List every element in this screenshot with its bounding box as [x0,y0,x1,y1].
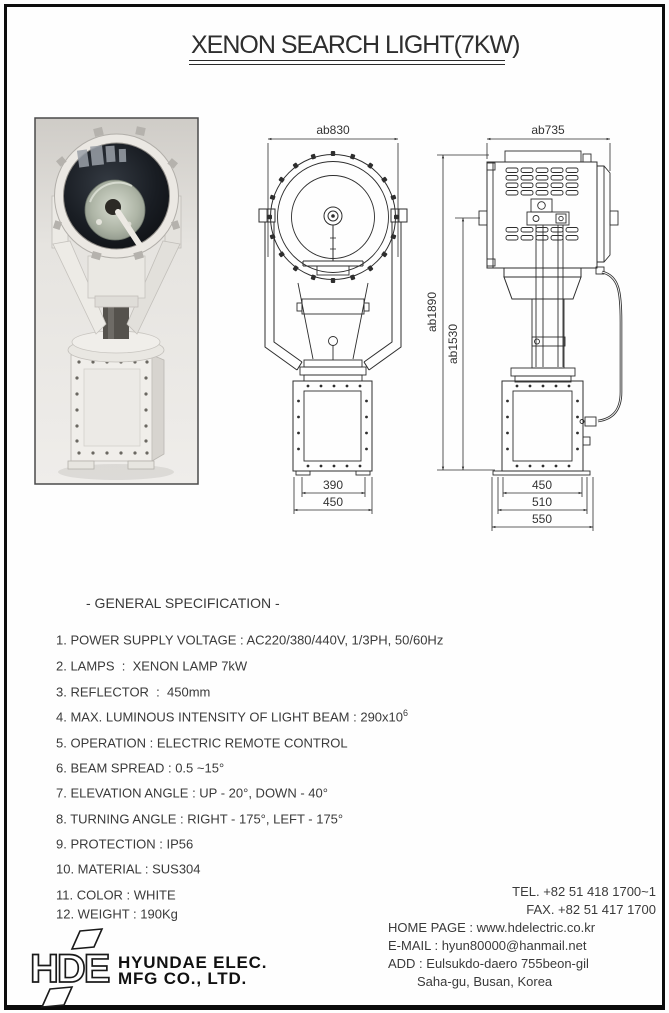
side-lamp-housing [479,151,618,367]
side-dim-heights [437,155,495,470]
side-view-drawing [425,123,621,531]
front-base [293,360,372,475]
logo-letters: HDE [30,947,109,991]
side-dim-1530-label: ab1530 [446,323,460,365]
side-dim-1890-label: ab1890 [425,291,439,333]
contact-tel: TEL. +82 51 418 1700~1 [512,884,656,899]
side-dim-width-label: ab735 [531,123,565,137]
front-dim-450-label: 450 [322,495,344,509]
company-name-line1: HYUNDAE ELEC. [118,953,268,972]
spec-item-lamps: 2. LAMPS : XENON LAMP 7kW [56,658,248,674]
front-dim-390-label: 390 [322,478,344,492]
housing-bracket [527,199,569,225]
spec-item-operation: 5. OPERATION : ELECTRIC REMOTE CONTROL [56,735,348,751]
front-view-drawing [259,123,407,514]
side-dim-510-label: 510 [531,495,553,509]
spec-item-protection: 9. PROTECTION : IP56 [56,836,194,852]
logo-flash-top [72,929,102,949]
company-logo [26,928,126,1010]
side-dim-550-label: 550 [531,512,553,526]
side-dim-450-label: 450 [531,478,553,492]
spec-item-material: 10. MATERIAL : SUS304 [56,861,201,877]
side-base [493,368,590,475]
spec-item-elevation-angle: 7. ELEVATION ANGLE : UP - 20°, DOWN - 40° [56,785,328,801]
front-rear-housing [297,283,369,360]
title-underline [189,60,505,65]
front-lamp-head [267,151,399,283]
contact-block [380,884,658,992]
spec-item-reflector: 3. REFLECTOR : 450mm [56,684,211,700]
technical-drawings [210,115,669,545]
side-pillar [532,299,565,368]
spec-heading: - GENERAL SPECIFICATION - [86,595,280,611]
spec-item-power-supply: 1. POWER SUPPLY VOLTAGE : AC220/380/440V, 1/3PH, 50/60Hz [56,632,444,648]
company-name-line2: MFG CO., LTD. [118,969,248,988]
contact-homepage: HOME PAGE : www.hdelectric.co.kr [388,920,596,935]
side-dim-width [487,139,610,171]
contact-address-line1: ADD : Eulsukdo-daero 755beon-gil [388,956,589,971]
side-cable [580,267,621,445]
product-photo [30,112,202,488]
contact-fax: FAX. +82 51 417 1700 [526,902,656,917]
page-title: XENON SEARCH LIGHT(7KW) [191,31,520,59]
vent-louvers-lower [506,228,578,241]
front-dim-width-label: ab830 [316,123,350,137]
spec-item-weight: 12. WEIGHT : 190Kg [56,906,178,922]
contact-address-line2: Saha-gu, Busan, Korea [417,974,553,989]
spec-item-turning-angle: 8. TURNING ANGLE : RIGHT - 175°, LEFT - 175° [56,811,344,827]
spec-item-luminous-intensity: 4. MAX. LUMINOUS INTENSITY OF LIGHT BEAM : $290x10^6$ [56,708,409,725]
spec-item-color: 11. COLOR : WHITE [56,887,176,903]
vent-louvers-upper [506,168,578,195]
contact-email: E-MAIL : hyun80000@hanmail.net [388,938,587,953]
spec-item-beam-spread: 6. BEAM SPREAD : 0.5 ~15° [56,760,225,776]
